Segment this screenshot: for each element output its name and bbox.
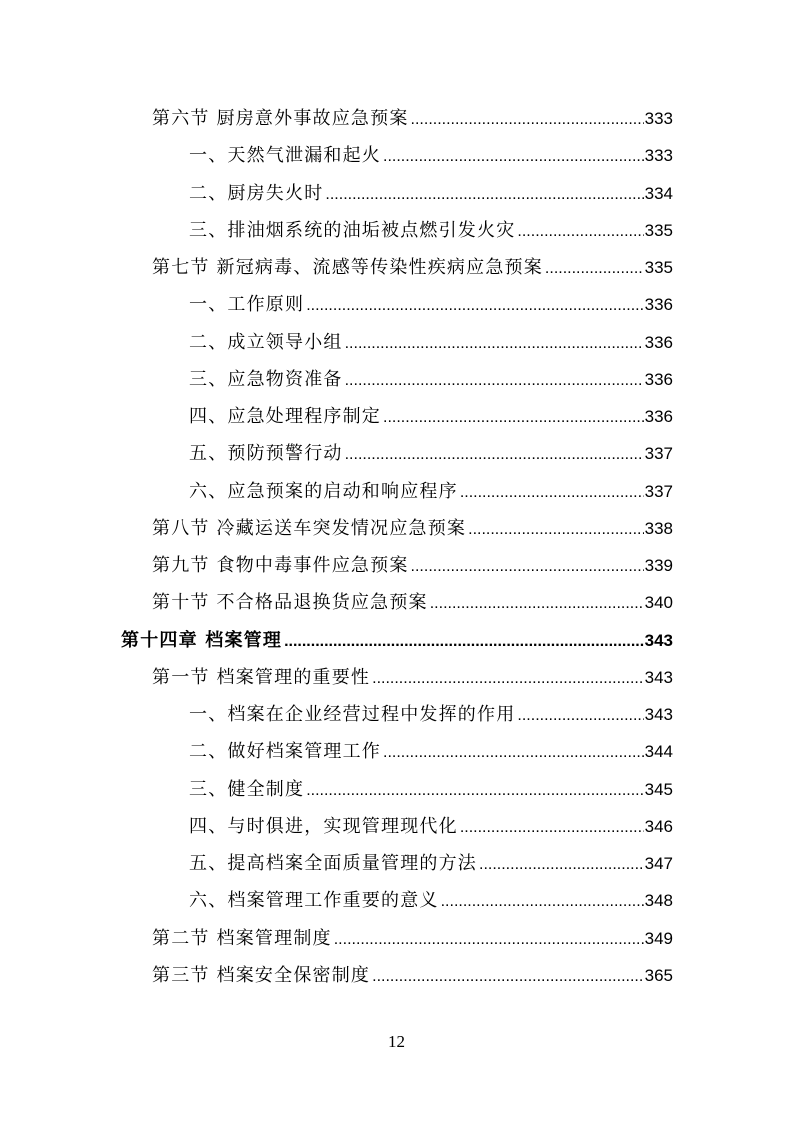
toc-item-entry[interactable] bbox=[189, 325, 673, 355]
toc-item-entry[interactable] bbox=[189, 697, 673, 727]
toc-entry-page-number: 344 bbox=[644, 742, 673, 761]
toc-entry-title: 第六节 厨房意外事故应急预案 bbox=[152, 108, 409, 129]
toc-item-entry[interactable] bbox=[189, 399, 673, 429]
toc-entry-page-number: 336 bbox=[644, 295, 673, 314]
toc-item-entry[interactable] bbox=[189, 846, 673, 876]
dot-leader bbox=[345, 444, 644, 466]
toc-entry-title: 二、成立领导小组 bbox=[189, 332, 343, 353]
toc-item-entry[interactable] bbox=[189, 474, 673, 504]
toc-entry-title: 四、与时俱进，实现管理现代化 bbox=[189, 816, 458, 837]
toc-entry-page-number: 365 bbox=[644, 966, 673, 985]
toc-item-entry[interactable] bbox=[189, 734, 673, 764]
toc-entry-title: 第一节 档案管理的重要性 bbox=[152, 667, 371, 688]
dot-leader bbox=[383, 146, 644, 168]
toc-entry-page-number: 335 bbox=[644, 258, 673, 277]
toc-entry-title: 六、应急预案的启动和响应程序 bbox=[189, 481, 458, 502]
dot-leader bbox=[411, 556, 644, 578]
toc-chapter-entry[interactable] bbox=[121, 623, 673, 653]
toc-entry-page-number: 339 bbox=[644, 556, 673, 575]
toc-entry-page-number: 337 bbox=[644, 444, 673, 463]
dot-leader bbox=[345, 333, 644, 355]
dot-leader bbox=[460, 482, 644, 504]
dot-leader bbox=[306, 780, 643, 802]
toc-entry-page-number: 336 bbox=[644, 333, 673, 352]
dot-leader bbox=[545, 258, 644, 280]
toc-entry-title: 第八节 冷藏运送车突发情况应急预案 bbox=[152, 518, 467, 539]
toc-section-entry[interactable] bbox=[152, 511, 673, 541]
toc-entry-title: 第三节 档案安全保密制度 bbox=[152, 965, 371, 986]
toc-item-entry[interactable] bbox=[189, 809, 673, 839]
dot-leader bbox=[430, 593, 644, 615]
dot-leader bbox=[345, 370, 644, 392]
toc-entry-page-number: 336 bbox=[644, 407, 673, 426]
dot-leader bbox=[383, 407, 644, 429]
toc-entry-page-number: 334 bbox=[644, 184, 673, 203]
toc-entry-page-number: 338 bbox=[644, 519, 673, 538]
toc-entry-title: 五、预防预警行动 bbox=[189, 443, 343, 464]
toc-entry-page-number: 343 bbox=[644, 631, 673, 650]
toc-entry-page-number: 340 bbox=[644, 593, 673, 612]
toc-entry-title: 第二节 档案管理制度 bbox=[152, 928, 332, 949]
toc-entry-title: 三、排油烟系统的油垢被点燃引发火灾 bbox=[189, 220, 516, 241]
toc-entry-page-number: 348 bbox=[644, 891, 673, 910]
toc-section-entry[interactable] bbox=[152, 958, 673, 988]
toc-item-entry[interactable] bbox=[189, 176, 673, 206]
dot-leader bbox=[306, 295, 643, 317]
toc-entry-title: 三、应急物资准备 bbox=[189, 369, 343, 390]
toc-section-entry[interactable] bbox=[152, 585, 673, 615]
toc-item-entry[interactable] bbox=[189, 362, 673, 392]
dot-leader bbox=[383, 742, 644, 764]
toc-section-entry[interactable] bbox=[152, 548, 673, 578]
dot-leader bbox=[517, 705, 643, 727]
dot-leader bbox=[411, 109, 644, 131]
toc-entry-page-number: 333 bbox=[644, 146, 673, 165]
toc-entry-page-number: 345 bbox=[644, 780, 673, 799]
toc-entry-title: 六、档案管理工作重要的意义 bbox=[189, 890, 439, 911]
dot-leader bbox=[468, 519, 644, 541]
toc-entry-page-number: 349 bbox=[644, 929, 673, 948]
dot-leader bbox=[441, 891, 644, 913]
toc-entry-page-number: 335 bbox=[644, 221, 673, 240]
dot-leader bbox=[517, 221, 643, 243]
toc-entry-title: 一、天然气泄漏和起火 bbox=[189, 145, 381, 166]
toc-section-entry[interactable] bbox=[152, 101, 673, 131]
toc-entry-title: 第十四章 档案管理 bbox=[121, 630, 283, 651]
toc-entry-page-number: 333 bbox=[644, 109, 673, 128]
dot-leader bbox=[284, 631, 644, 653]
toc-item-entry[interactable] bbox=[189, 213, 673, 243]
toc-section-entry[interactable] bbox=[152, 250, 673, 280]
toc-section-entry[interactable] bbox=[152, 921, 673, 951]
toc-entry-title: 二、做好档案管理工作 bbox=[189, 741, 381, 762]
toc-entry-title: 一、工作原则 bbox=[189, 294, 305, 315]
toc-entry-page-number: 337 bbox=[644, 482, 673, 501]
toc-entry-title: 三、健全制度 bbox=[189, 779, 305, 800]
toc-entry-page-number: 347 bbox=[644, 854, 673, 873]
toc-item-entry[interactable] bbox=[189, 138, 673, 168]
toc-entry-title: 一、档案在企业经营过程中发挥的作用 bbox=[189, 704, 516, 725]
dot-leader bbox=[325, 184, 643, 206]
dot-leader bbox=[479, 854, 644, 876]
toc-item-entry[interactable] bbox=[189, 287, 673, 317]
dot-leader bbox=[334, 929, 644, 951]
dot-leader bbox=[460, 817, 644, 839]
dot-leader bbox=[372, 966, 644, 988]
toc-item-entry[interactable] bbox=[189, 772, 673, 802]
toc-item-entry[interactable] bbox=[189, 436, 673, 466]
page-number: 12 bbox=[388, 1032, 405, 1051]
toc-entry-page-number: 343 bbox=[644, 705, 673, 724]
dot-leader bbox=[372, 668, 644, 690]
toc-entry-title: 四、应急处理程序制定 bbox=[189, 406, 381, 427]
toc-entry-page-number: 343 bbox=[644, 668, 673, 687]
toc-item-entry[interactable] bbox=[189, 883, 673, 913]
toc-entry-title: 第七节 新冠病毒、流感等传染性疾病应急预案 bbox=[152, 257, 543, 278]
toc-entry-page-number: 346 bbox=[644, 817, 673, 836]
toc-entry-title: 第九节 食物中毒事件应急预案 bbox=[152, 555, 409, 576]
toc-entry-title: 五、提高档案全面质量管理的方法 bbox=[189, 853, 477, 874]
toc-section-entry[interactable] bbox=[152, 660, 673, 690]
toc-entry-title: 第十节 不合格品退换货应急预案 bbox=[152, 592, 428, 613]
toc-entry-page-number: 336 bbox=[644, 370, 673, 389]
toc-entry-title: 二、厨房失火时 bbox=[189, 183, 324, 204]
